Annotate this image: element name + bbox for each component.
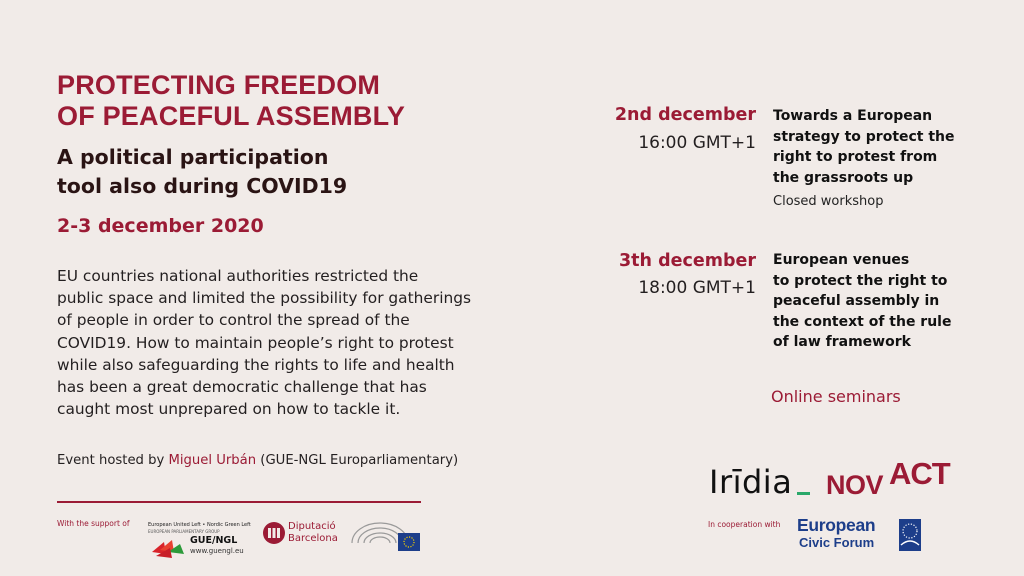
- divider: [57, 501, 421, 503]
- host-suffix: (GUE-NGL Europarliamentary): [256, 453, 459, 468]
- description-line: has been a great democratic challenge that has: [57, 378, 427, 397]
- gue-ngl-logo: [140, 520, 251, 568]
- ecf-line1: European: [797, 515, 876, 535]
- novact-part-b: ACT: [889, 456, 950, 491]
- ecf-line2: Civic Forum: [799, 535, 875, 550]
- european-civic-forum-logo: [797, 515, 923, 555]
- title-line: PROTECTING FREEDOM: [57, 70, 381, 100]
- description: [57, 265, 527, 420]
- schedule-title-line: Towards a European: [773, 108, 933, 124]
- subtitle: [57, 143, 457, 201]
- subtitle-line: tool also during COVID19: [57, 174, 348, 198]
- host-prefix: Event hosted by: [57, 453, 169, 468]
- cooperation-label: In cooperation with: [708, 520, 781, 529]
- schedule-title-line: strategy to protect the: [773, 128, 955, 145]
- online-seminars-label: Online seminars: [771, 387, 901, 406]
- diputacio-emblem-icon: [262, 521, 286, 545]
- diputacio-logo: [262, 519, 344, 551]
- iridia-logo: Irīdia: [709, 463, 793, 501]
- schedule-title-line: of law framework: [773, 334, 911, 350]
- support-label: With the support of: [57, 519, 130, 528]
- gue-sub-text: EUROPEAN PARLIAMENTARY GROUP: [148, 529, 220, 534]
- schedule-title: [773, 250, 983, 353]
- schedule-title-line: right to protest from: [773, 149, 938, 165]
- schedule-title-line: peaceful assembly in: [773, 293, 940, 309]
- european-parliament-logo: [346, 513, 426, 557]
- page-title: [57, 70, 497, 132]
- gue-flags-icon: [150, 534, 188, 560]
- description-line: COVID19. How to maintain people’s right to protest: [57, 333, 454, 352]
- parliament-hemicycle-icon: [346, 513, 426, 557]
- schedule-title-line: European venues: [773, 252, 910, 268]
- gue-top-text: European United Left • Nordic Green Left: [148, 522, 251, 528]
- schedule-date: 3th december: [619, 251, 756, 271]
- subtitle-line: A political participation: [57, 145, 329, 169]
- description-line: public space and limited the possibility for gatherings: [57, 289, 472, 308]
- schedule-title-line: to protect the right to: [773, 272, 948, 289]
- schedule-time: 18:00 GMT+1: [638, 278, 756, 298]
- diputacio-line: Barcelona: [288, 533, 338, 544]
- novact-part-a: NOV: [826, 470, 884, 500]
- schedule-note: Closed workshop: [773, 194, 884, 209]
- iridia-underline: [797, 492, 810, 495]
- schedule-time: 16:00 GMT+1: [638, 133, 756, 153]
- title-line: OF PEACEFUL ASSEMBLY: [57, 101, 406, 131]
- diputacio-text: [288, 521, 338, 545]
- schedule-date: 2nd december: [614, 105, 756, 125]
- event-dates: 2-3 december 2020: [57, 215, 264, 237]
- description-line: while also safeguarding the rights to life and health: [57, 355, 455, 374]
- description-line: of people in order to control the spread of the: [57, 311, 410, 330]
- ecf-emblem-icon: [899, 519, 921, 551]
- host-line: [57, 453, 458, 468]
- novact-logo: [826, 456, 966, 502]
- description-line: EU countries national authorities restricted the: [57, 267, 419, 285]
- host-name: Miguel Urbán: [168, 453, 257, 468]
- gue-name: GUE/NGL: [190, 535, 238, 546]
- diputacio-line: Diputació: [288, 521, 336, 532]
- schedule-title: [773, 106, 983, 188]
- gue-url: www.guengl.eu: [190, 547, 244, 555]
- schedule-title-line: the grassroots up: [773, 169, 914, 186]
- description-line: caught most unprepared on how to tackle it.: [57, 400, 401, 419]
- schedule-title-line: the context of the rule: [773, 313, 952, 330]
